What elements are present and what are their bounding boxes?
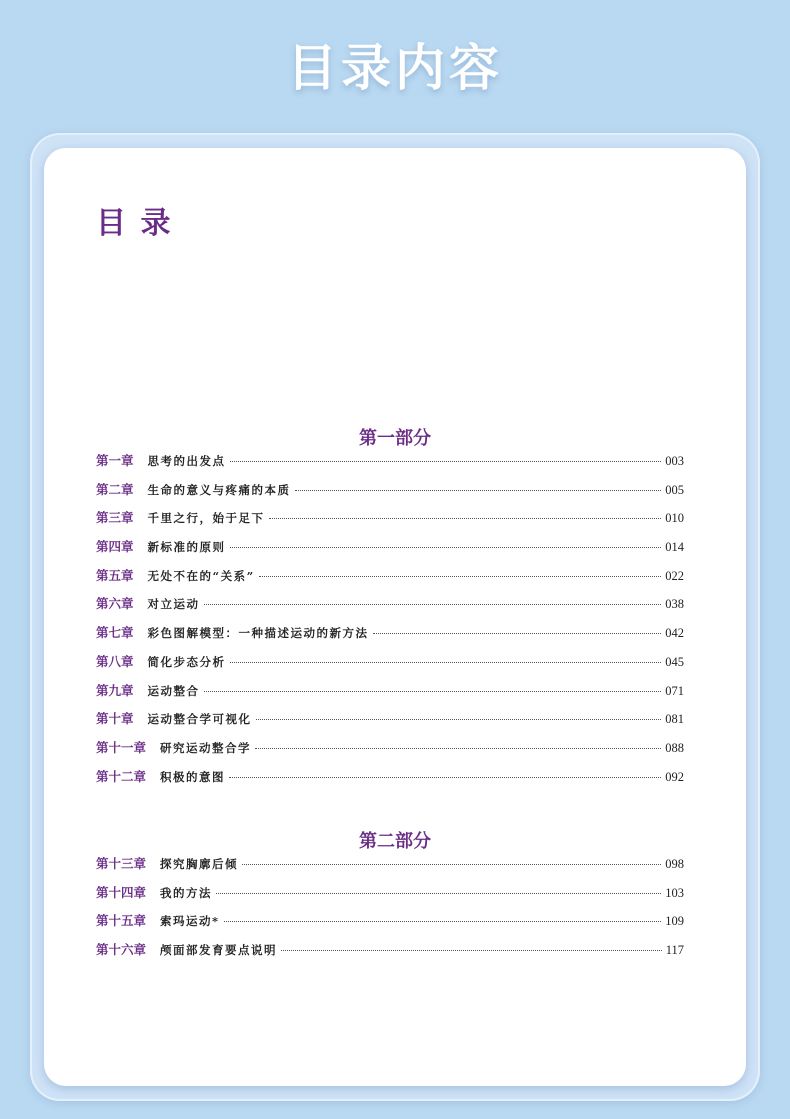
toc-entry[interactable] — [96, 709, 684, 738]
chapter-title: 运动整合学可视化 — [147, 712, 252, 727]
chapter-title: 颅面部发育要点说明 — [160, 943, 278, 958]
dot-leader — [259, 576, 662, 577]
page-number: 109 — [665, 914, 684, 929]
dot-leader — [373, 633, 662, 634]
page-number: 081 — [665, 712, 684, 727]
chapter-number: 第二章 — [96, 481, 134, 497]
document-card — [44, 148, 746, 1086]
part-one-list — [96, 451, 684, 795]
chapter-number: 第十章 — [96, 711, 134, 727]
chapter-title: 新标准的原则 — [147, 540, 226, 555]
chapter-title: 积极的意图 — [160, 769, 226, 784]
page-number: 005 — [665, 482, 684, 497]
page-number: 117 — [665, 943, 684, 958]
chapter-number: 第十二章 — [96, 768, 147, 784]
page-number: 071 — [665, 683, 684, 698]
chapter-title: 运动整合 — [147, 683, 200, 698]
chapter-number: 第七章 — [96, 625, 134, 641]
chapter-title: 探究胸廓后倾 — [160, 857, 239, 871]
page-number: 038 — [665, 597, 684, 612]
chapter-number: 第十三章 — [96, 856, 147, 871]
dot-leader — [295, 490, 662, 491]
page-number: 042 — [665, 626, 684, 641]
toc-entry[interactable] — [96, 508, 684, 537]
chapter-title: 索玛运动* — [160, 914, 220, 929]
chapter-title: 对立运动 — [147, 597, 200, 612]
dot-leader — [230, 662, 662, 663]
toc-entry[interactable] — [96, 940, 684, 969]
chapter-title: 千里之行，始于足下 — [147, 511, 265, 526]
page-number: 014 — [665, 540, 684, 555]
toc-entry[interactable] — [96, 883, 684, 912]
chapter-number: 第四章 — [96, 539, 134, 555]
chapter-title: 彩色图解模型：一种描述运动的新方法 — [147, 626, 369, 641]
page-number: 103 — [665, 885, 684, 900]
dot-leader — [256, 719, 662, 720]
chapter-title: 生命的意义与疼痛的本质 — [147, 482, 291, 497]
page-number: 003 — [665, 454, 684, 468]
dot-leader — [204, 604, 662, 605]
chapter-number: 第三章 — [96, 510, 134, 526]
chapter-title: 思考的出发点 — [147, 454, 226, 468]
dot-leader — [242, 864, 661, 865]
dot-leader — [230, 547, 662, 548]
chapter-number: 第十六章 — [96, 942, 147, 958]
toc-entry[interactable] — [96, 767, 684, 796]
page-number: 010 — [665, 511, 684, 526]
toc-entry[interactable] — [96, 566, 684, 595]
chapter-number: 第十四章 — [96, 884, 147, 900]
dot-leader — [255, 748, 661, 749]
dot-leader — [204, 691, 662, 692]
toc-entry[interactable] — [96, 623, 684, 652]
dot-leader — [229, 777, 661, 778]
dot-leader — [281, 950, 662, 951]
chapter-title: 简化步态分析 — [147, 654, 226, 669]
toc-entry[interactable] — [96, 652, 684, 681]
chapter-number: 第五章 — [96, 567, 134, 583]
dot-leader — [230, 461, 662, 462]
dot-leader — [269, 518, 662, 519]
page-number: 045 — [665, 654, 684, 669]
dot-leader — [224, 921, 662, 922]
toc-entry[interactable] — [96, 594, 684, 623]
chapter-number: 第一章 — [96, 453, 134, 468]
page-title: 目录内容 — [287, 39, 503, 97]
chapter-title: 研究运动整合学 — [160, 740, 252, 755]
toc-entry[interactable] — [96, 451, 684, 480]
page-number: 022 — [665, 568, 684, 583]
part-two-list — [96, 854, 684, 969]
page-number: 088 — [665, 740, 684, 755]
toc-heading: 目 录 — [96, 206, 173, 241]
page-number: 098 — [665, 857, 684, 871]
chapter-number: 第十五章 — [96, 913, 147, 929]
chapter-number: 第九章 — [96, 682, 134, 698]
chapter-title: 无处不在的“关系” — [147, 568, 255, 583]
toc-entry[interactable] — [96, 911, 684, 940]
part-two-title: 第二部分 — [359, 831, 431, 852]
toc-entry[interactable] — [96, 738, 684, 767]
toc-entry[interactable] — [96, 480, 684, 509]
chapter-number: 第八章 — [96, 653, 134, 669]
part-one-title: 第一部分 — [359, 428, 431, 449]
toc-entry[interactable] — [96, 854, 684, 883]
toc-entry[interactable] — [96, 537, 684, 566]
dot-leader — [216, 893, 661, 894]
chapter-number: 第十一章 — [96, 739, 147, 755]
chapter-number: 第六章 — [96, 596, 134, 612]
chapter-title: 我的方法 — [160, 885, 213, 900]
toc-entry[interactable] — [96, 681, 684, 710]
page-number: 092 — [665, 769, 684, 784]
